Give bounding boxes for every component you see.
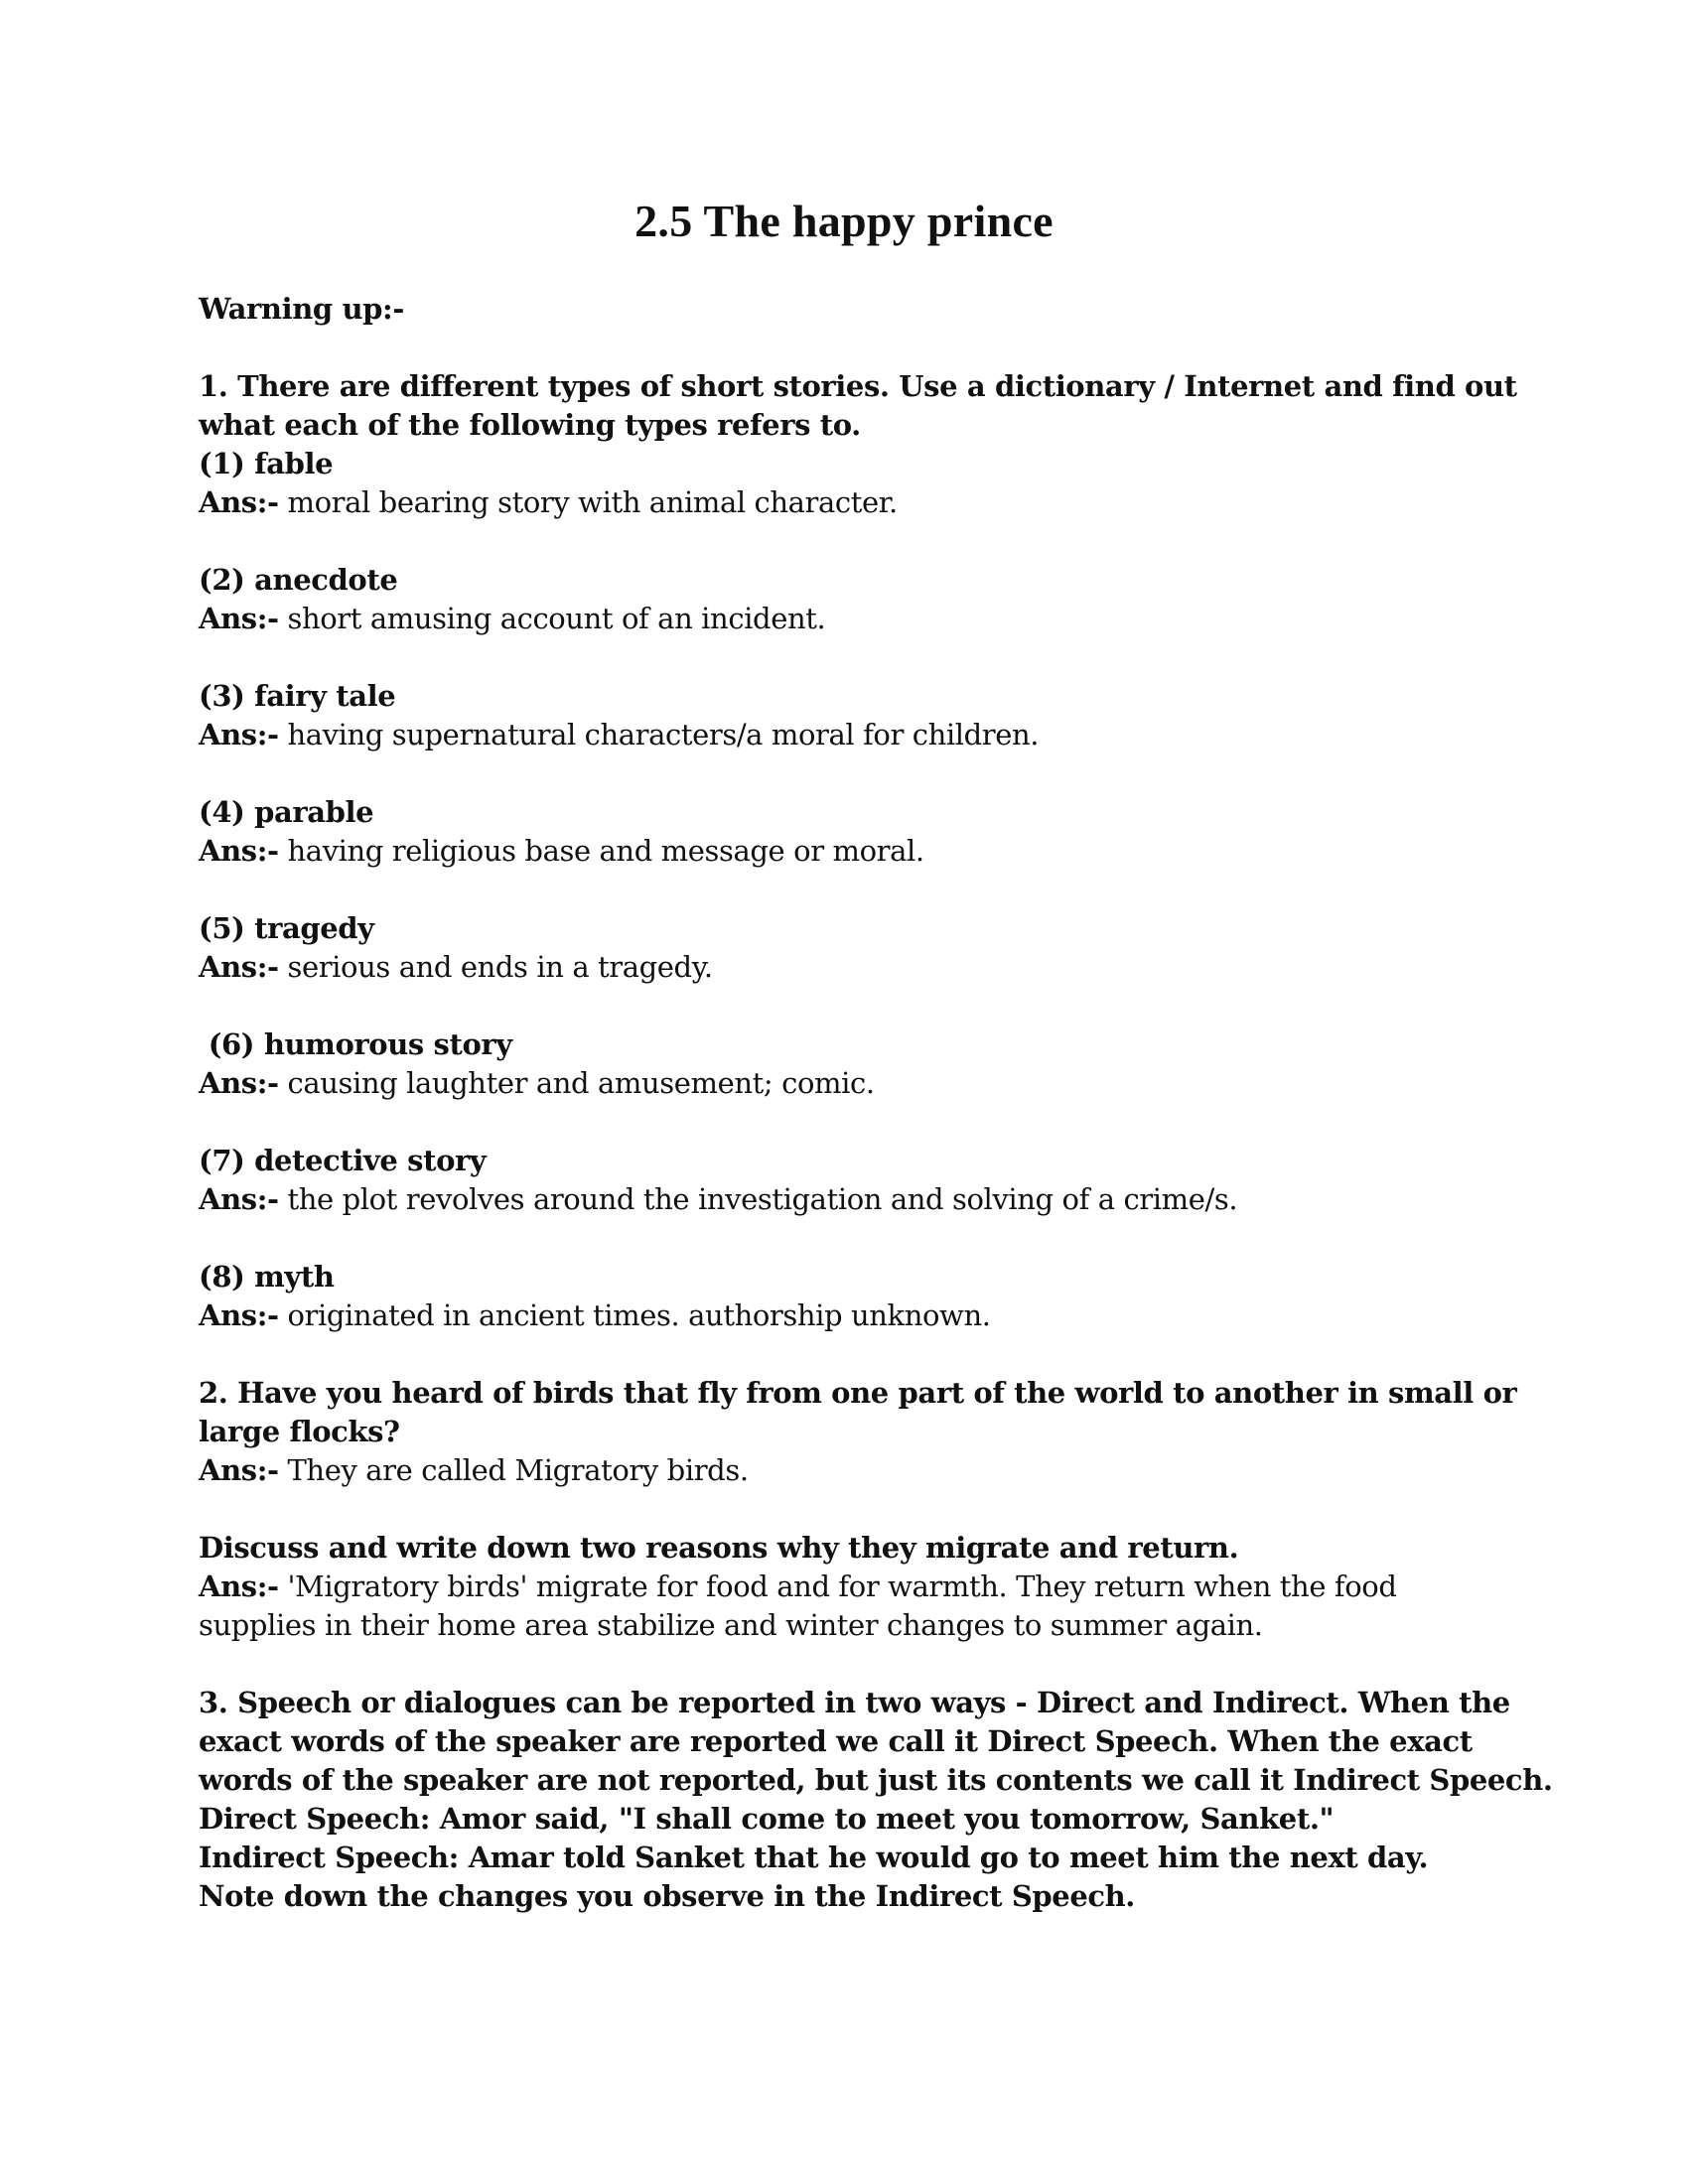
item-label-parable: (4) parable bbox=[199, 795, 374, 829]
question-2-prompt-line-2: large flocks? bbox=[199, 1415, 400, 1448]
page-title: 2.5 The happy prince bbox=[634, 196, 1054, 246]
question-3-line-1: 3. Speech or dialogues can be reported in two ways - Direct and Indirect. When the bbox=[199, 1686, 1510, 1719]
indirect-speech-example: Indirect Speech: Amar told Sanket that he would go to meet him the next day. bbox=[199, 1841, 1429, 1874]
question-3-line-2: exact words of the speaker are reported we call it Direct Speech. When the exact bbox=[199, 1724, 1473, 1758]
answer-label: Ans:- bbox=[199, 1066, 279, 1100]
answer-label: Ans:- bbox=[199, 485, 279, 519]
answer-text: serious and ends in a tragedy. bbox=[278, 950, 713, 984]
question-2-prompt-line-1: 2. Have you heard of birds that fly from one part of the world to another in small or bbox=[199, 1376, 1517, 1410]
answer-text: originated in ancient times. authorship unknown. bbox=[278, 1298, 991, 1332]
answer-label: Ans:- bbox=[199, 834, 279, 868]
section-heading: Warning up:- bbox=[199, 292, 404, 326]
item-label-tragedy: (5) tragedy bbox=[199, 911, 374, 945]
answer-fable bbox=[199, 483, 898, 522]
item-label-fairy-tale: (3) fairy tale bbox=[199, 679, 396, 713]
question-1-prompt-line-2: what each of the following types refers to. bbox=[199, 408, 861, 442]
answer-question-2-followup-line-2: supplies in their home area stabilize and winter changes to summer again. bbox=[199, 1608, 1263, 1642]
item-label-myth: (8) myth bbox=[199, 1260, 335, 1294]
question-3-instruction: Note down the changes you observe in the Indirect Speech. bbox=[199, 1879, 1136, 1913]
answer-text: moral bearing story with animal character. bbox=[278, 485, 898, 519]
answer-text: 'Migratory birds' migrate for food and for warmth. They return when the food bbox=[278, 1570, 1397, 1603]
answer-text: the plot revolves around the investigation and solving of a crime/s. bbox=[278, 1182, 1238, 1216]
answer-label: Ans:- bbox=[199, 1570, 279, 1603]
answer-label: Ans:- bbox=[199, 1453, 279, 1487]
question-3-line-3: words of the speaker are not reported, but just its contents we call it Indirect Speech. bbox=[199, 1763, 1553, 1797]
answer-text: having religious base and message or moral. bbox=[278, 834, 924, 868]
answer-detective-story bbox=[199, 1180, 1237, 1219]
answer-label: Ans:- bbox=[199, 602, 279, 635]
answer-text: having supernatural characters/a moral for children. bbox=[278, 718, 1040, 751]
answer-myth bbox=[199, 1297, 991, 1335]
answer-question-2 bbox=[199, 1451, 749, 1490]
direct-speech-example: Direct Speech: Amor said, "I shall come to meet you tomorrow, Sanket." bbox=[199, 1802, 1335, 1836]
answer-text: They are called Migratory birds. bbox=[278, 1453, 749, 1487]
item-label-fable: (1) fable bbox=[199, 447, 334, 480]
answer-parable bbox=[199, 832, 924, 871]
item-label-humorous-story: (6) humorous story bbox=[199, 1027, 512, 1061]
question-1-prompt-line-1: 1. There are different types of short stories. Use a dictionary / Internet and find out bbox=[199, 369, 1517, 403]
answer-question-2-followup-line-1 bbox=[199, 1568, 1397, 1606]
answer-tragedy bbox=[199, 948, 713, 987]
answer-label: Ans:- bbox=[199, 718, 279, 751]
item-label-anecdote: (2) anecdote bbox=[199, 563, 398, 597]
answer-fairy-tale bbox=[199, 716, 1039, 754]
answer-anecdote bbox=[199, 600, 825, 638]
answer-humorous-story bbox=[199, 1064, 875, 1103]
question-2-followup-prompt: Discuss and write down two reasons why they migrate and return. bbox=[199, 1531, 1239, 1565]
answer-text: causing laughter and amusement; comic. bbox=[278, 1066, 875, 1100]
answer-label: Ans:- bbox=[199, 1182, 279, 1216]
answer-label: Ans:- bbox=[199, 950, 279, 984]
item-label-detective-story: (7) detective story bbox=[199, 1144, 487, 1177]
answer-text: short amusing account of an incident. bbox=[278, 602, 826, 635]
answer-label: Ans:- bbox=[199, 1298, 279, 1332]
